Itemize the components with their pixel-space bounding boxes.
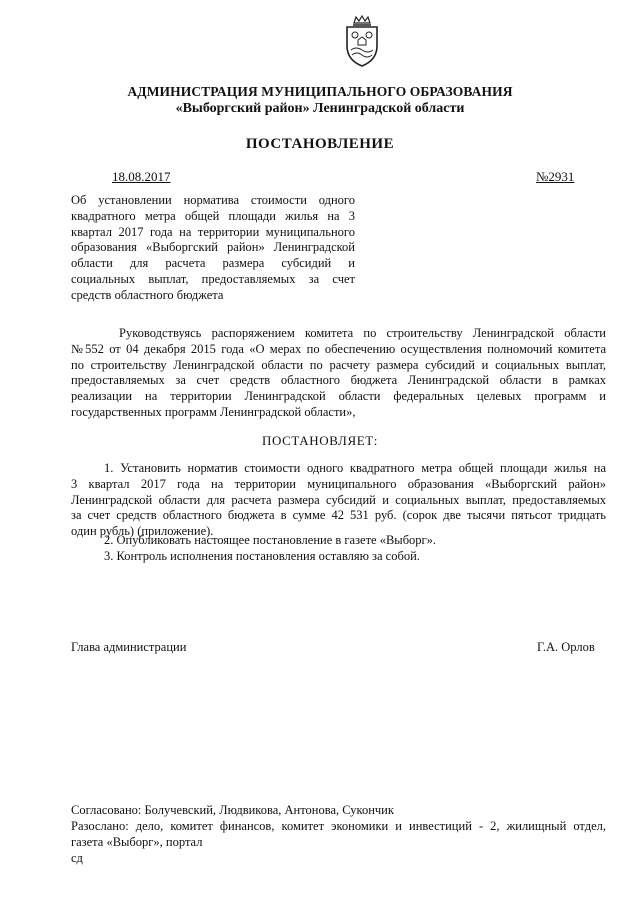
document-number: №2931 bbox=[536, 169, 575, 184]
document-date: 18.08.2017 bbox=[112, 169, 171, 184]
item-1-line: за счет средств областного бюджета в сумме 42 531 руб. (сорок две тысячи пятьсот тридцать bbox=[71, 508, 606, 523]
subject-line: образования «Выборгский район» Ленинградской bbox=[71, 240, 355, 255]
preamble-line: №552 от 04 декабря 2015 года «О мерах по обеспечению осуществления полномочий комитета bbox=[71, 341, 606, 356]
distribution-line: газета «Выборг», портал bbox=[71, 834, 203, 849]
organization-name-line2: «Выборгский район» Ленинградской области bbox=[175, 101, 465, 116]
preamble-paragraph bbox=[71, 326, 606, 421]
signatory-title: Глава администрации bbox=[71, 640, 187, 654]
preamble-line: предоставляемых за счет средств областного бюджета Ленинградской области в рамках bbox=[71, 373, 606, 388]
item-1-line: 3 квартал 2017 года на территории муниципального образования «Выборгский район» bbox=[71, 476, 606, 491]
executor-initials: сд bbox=[71, 851, 83, 865]
subject-line: социальных выплат, предоставляемых за счет bbox=[71, 271, 355, 286]
item-1-line: 1. Установить норматив стоимости одного квадратного метра общей площади жилья на bbox=[104, 461, 606, 475]
subject-line: средств областного бюджета bbox=[71, 287, 224, 302]
preamble-line: реализации на территории Ленинградской области федеральных целевых программ и bbox=[71, 389, 606, 404]
distribution-list bbox=[71, 819, 606, 851]
item-1-paragraph bbox=[71, 461, 606, 540]
subject-line: квартал 2017 года на территории муниципального bbox=[71, 224, 355, 239]
item-1-line: Ленинградской области для расчета размера субсидий и социальных выплат, предоставляемых bbox=[71, 492, 606, 507]
coat-of-arms-icon bbox=[341, 14, 383, 68]
item-3: 3. Контроль исполнения постановления оставляю за собой. bbox=[104, 549, 420, 563]
subject-line: квадратного метра общей площади жилья на 3 bbox=[71, 208, 355, 223]
subject-line: области для расчета размера субсидий и bbox=[71, 256, 355, 271]
signatory-name: Г.А. Орлов bbox=[537, 640, 595, 654]
preamble-line: по строительству Ленинградской области по расчету размера субсидий и социальных выплат, bbox=[71, 357, 606, 372]
preamble-line: государственных программ Ленинградской области», bbox=[71, 404, 356, 419]
agreed-by-line: Согласовано: Болучевский, Людвикова, Антонова, Сукончик bbox=[71, 803, 394, 817]
subject-line: Об установлении норматива стоимости одного bbox=[71, 193, 355, 207]
item-2: 2. Опубликовать настоящее постановление в газете «Выборг». bbox=[104, 533, 437, 547]
preamble-line: Руководствуясь распоряжением комитета по строительству Ленинградской области bbox=[119, 326, 606, 340]
organization-name-line1: АДМИНИСТРАЦИЯ МУНИЦИПАЛЬНОГО ОБРАЗОВАНИЯ bbox=[127, 84, 513, 99]
distribution-line: Разослано: дело, комитет финансов, комитет экономики и инвестиций - 2, жилищный отдел, bbox=[71, 819, 606, 833]
item-1-line: один рубль) (приложение). bbox=[71, 524, 214, 539]
resolve-heading: ПОСТАНОВЛЯЕТ: bbox=[261, 433, 379, 448]
document-type-title: ПОСТАНОВЛЕНИЕ bbox=[245, 136, 395, 152]
subject-block bbox=[71, 193, 355, 304]
